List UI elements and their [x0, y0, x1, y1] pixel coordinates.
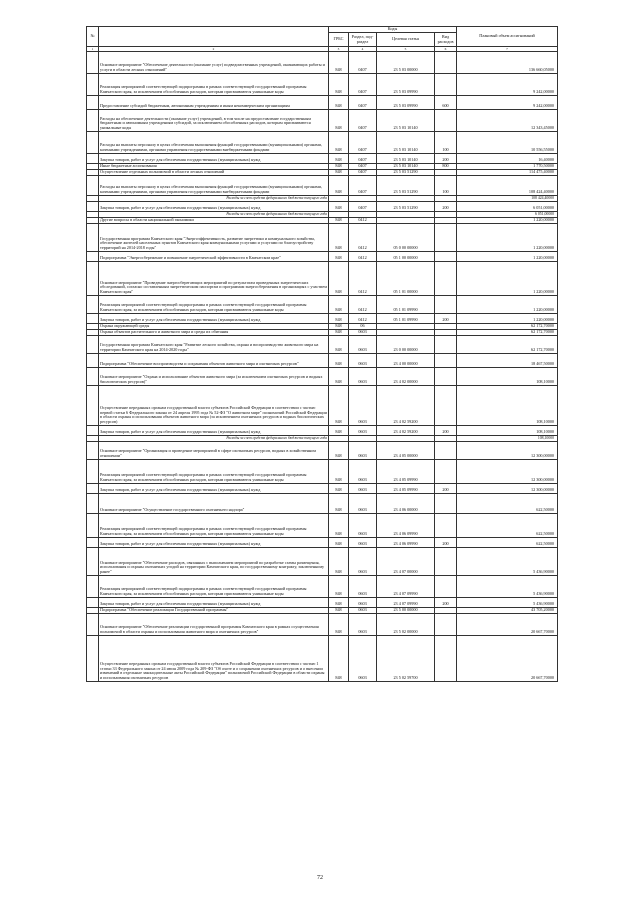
table-row: [87, 386, 558, 426]
row-vr-cell: [435, 576, 457, 598]
row-name-cell: Реализация мероприятий соответствующей подпрограммы в рамках соответствующей государственной программы Камчатского края, за исключением обособленных расходов, которым присваиваются уникальные коды: [99, 514, 329, 538]
row-number-cell: [87, 154, 99, 164]
row-name-cell: Основное мероприятие "Охрана и использование объектов животного мира (за исключением охотничьих ресурсов и водных биологических ресурсов)": [99, 368, 329, 386]
row-sum-cell: 1 220,00000: [457, 218, 558, 224]
row-number-cell: [87, 314, 99, 324]
row-rzpr-cell: 0407: [349, 132, 377, 154]
row-sum-cell: 62 172,70000: [457, 324, 558, 330]
table-row: [87, 368, 558, 386]
row-name-cell: Расходы на выплаты персоналу в целях обеспечения выполнения функций государственными (муниципальными) органами, казенными учреждениями, органами управления государственными внебюджетными фондами: [99, 176, 329, 196]
table-row: [87, 132, 558, 154]
row-number-cell: [87, 110, 99, 132]
row-sum-cell: 108,10000: [457, 386, 558, 426]
row-rzpr-cell: 0603: [349, 598, 377, 608]
row-csr-cell: 23 4 00 00000: [377, 354, 435, 368]
row-rzpr-cell: 06: [349, 324, 377, 330]
row-number-cell: [87, 52, 99, 74]
header-index-cell: 4: [349, 47, 377, 52]
row-name-cell: Реализация мероприятий соответствующей подпрограммы в рамках соответствующей государственной программы Камчатского края, за исключением обособленных расходов, которым присваиваются уникальные коды: [99, 460, 329, 484]
header-index-cell: 2: [99, 47, 329, 52]
table-header: [87, 27, 558, 52]
row-csr-cell: 23 0 00 00000: [377, 336, 435, 354]
row-name-cell: Охрана объектов растительного и животного мира и среды их обитания: [99, 330, 329, 336]
row-csr-cell: 05 1 01 09990: [377, 314, 435, 324]
row-csr-cell: 23 4 05 09990: [377, 460, 435, 484]
row-vr-cell: [435, 368, 457, 386]
row-name-cell: Государственная программа Камчатского края "Развитие лесного хозяйства, охрана и воспроизводство животного мира на территории Камчатского края на 2014-2020 годы": [99, 336, 329, 354]
row-vr-cell: [435, 296, 457, 314]
budget-table-page: [86, 26, 557, 682]
row-vr-cell: 200: [435, 202, 457, 212]
budget-table: [86, 26, 558, 682]
row-sum-cell: 5 436,90000: [457, 576, 558, 598]
row-grbs-cell: 848: [329, 614, 349, 636]
row-grbs-cell: 848: [329, 608, 349, 614]
table-row: [87, 426, 558, 436]
row-number-cell: [87, 96, 99, 110]
row-grbs-cell: 848: [329, 494, 349, 514]
row-name-cell: Подпрограмма "Обеспечение реализации Государственной программы": [99, 608, 329, 614]
table-row: [87, 538, 558, 548]
row-grbs-cell: 848: [329, 442, 349, 460]
row-rzpr-cell: 0603: [349, 442, 377, 460]
row-rzpr-cell: 0407: [349, 170, 377, 176]
row-name-cell: Охрана окружающей среды: [99, 324, 329, 330]
row-name-cell: Расходы за счет средств федерального бюджета текущего года: [99, 212, 329, 218]
row-name-cell: Реализация мероприятий соответствующей подпрограммы в рамках соответствующей государственной программы Камчатского края, за исключением обособленных расходов, которым присваиваются уникальные коды: [99, 576, 329, 598]
row-name-cell: Расходы за счет средств федерального бюджета текущего года: [99, 436, 329, 442]
row-csr-cell: 23 5 03 10140: [377, 132, 435, 154]
row-grbs-cell: 848: [329, 176, 349, 196]
row-sum-cell: 9 242,00000: [457, 74, 558, 96]
table-row: [87, 52, 558, 74]
row-grbs-cell: 848: [329, 514, 349, 538]
row-csr-cell: 23 5 03 10140: [377, 164, 435, 170]
row-vr-cell: 200: [435, 484, 457, 494]
row-sum-cell: 10 556,55000: [457, 132, 558, 154]
row-grbs-cell: 848: [329, 426, 349, 436]
row-number-cell: [87, 576, 99, 598]
row-sum-cell: 114 475,40000: [457, 170, 558, 176]
row-grbs-cell: 848: [329, 460, 349, 484]
row-csr-cell: 23 5 03 10140: [377, 154, 435, 164]
row-grbs-cell: 848: [329, 170, 349, 176]
row-grbs-cell: 848: [329, 314, 349, 324]
row-rzpr-cell: 0603: [349, 548, 377, 576]
row-csr-cell: 23 5 03 09990: [377, 74, 435, 96]
row-grbs-cell: 848: [329, 218, 349, 224]
row-grbs-cell: 848: [329, 252, 349, 262]
table-row: [87, 74, 558, 96]
row-grbs-cell: 848: [329, 74, 349, 96]
row-csr-cell: 05 1 01 09990: [377, 296, 435, 314]
row-number-cell: [87, 202, 99, 212]
row-name-cell: Осуществление отдельных полномочий в области лесных отношений: [99, 170, 329, 176]
row-grbs-cell: 848: [329, 262, 349, 296]
table-row: [87, 494, 558, 514]
row-name-cell: Подпрограмма "Обеспечение воспроизводства и сохранения объектов животного мира и охотничьих ресурсов": [99, 354, 329, 368]
row-number-cell: [87, 354, 99, 368]
row-number-cell: [87, 494, 99, 514]
row-name-cell: Реализация мероприятий соответствующей подпрограммы в рамках соответствующей государственной программы Камчатского края, за исключением обособленных расходов, которым присваиваются уникальные коды: [99, 296, 329, 314]
row-number-cell: [87, 636, 99, 682]
row-sum-cell: 5 436,90000: [457, 548, 558, 576]
row-vr-cell: [435, 252, 457, 262]
page-number: 72: [317, 875, 323, 881]
row-csr-cell: 23 4 06 09990: [377, 514, 435, 538]
table-row: [87, 110, 558, 132]
table-row: [87, 614, 558, 636]
row-vr-cell: [435, 262, 457, 296]
row-name-cell: Реализация мероприятий соответствующей подпрограммы в рамках соответствующей государственной программы Камчатского края, за исключением обособленных расходов, которым присваиваются уникальные коды: [99, 74, 329, 96]
row-name-cell: Осуществление переданных органам государственной власти субъектов Российской Федерации в соответствии с частью 1 статьи 33 Федерального закона от 24 июля 2009 года № 209-ФЗ "Об охоте и о сохранении охотничьих ресурсов и о внесении изменений в отдельные законодательные акты Российской Федерации" полномочий Российской Федерации в области охраны и использования охотничьих ресурсов: [99, 636, 329, 682]
header-index-cell: 6: [435, 47, 457, 52]
table-row: [87, 296, 558, 314]
row-vr-cell: 800: [435, 164, 457, 170]
row-vr-cell: 600: [435, 96, 457, 110]
row-rzpr-cell: 0407: [349, 202, 377, 212]
row-sum-cell: 108 424,40000: [457, 196, 558, 202]
header-index-cell: 7: [457, 47, 558, 52]
table-row: [87, 442, 558, 460]
row-csr-cell: 23 4 07 09990: [377, 576, 435, 598]
row-vr-cell: [435, 514, 457, 538]
row-csr-cell: 23 5 03 00000: [377, 52, 435, 74]
row-sum-cell: 1 220,00000: [457, 314, 558, 324]
row-name-cell: Осуществление переданных органам государственной власти субъектов Российской Федерации в соответствии с частью первой статьи 6 Федерального закона от 24 апреля 1995 года № 52-ФЗ "О животном мире" полномочий Российской Федерации в области охраны и использования объектов животного мира (за исключением охотничьих ресурсов и водных биологических ресурсов): [99, 386, 329, 426]
row-rzpr-cell: 0407: [349, 176, 377, 196]
row-vr-cell: [435, 386, 457, 426]
row-name-cell: Расходы за счет средств федерального бюджета текущего года: [99, 196, 329, 202]
table-row: [87, 576, 558, 598]
row-vr-cell: [435, 110, 457, 132]
row-name-cell: Предоставление субсидий бюджетным, автономным учреждениям и иным некоммерческим организациям: [99, 96, 329, 110]
row-grbs-cell: 848: [329, 296, 349, 314]
row-name-cell: Основное мероприятие "Осуществление государственного охотничьего надзора": [99, 494, 329, 514]
row-name-cell: Закупка товаров, работ и услуг для обеспечения государственных (муниципальных) нужд: [99, 202, 329, 212]
row-csr-cell: 23 5 03 51290: [377, 170, 435, 176]
row-vr-cell: [435, 442, 457, 460]
row-sum-cell: 12 343,45000: [457, 110, 558, 132]
row-grbs-cell: 848: [329, 598, 349, 608]
row-sum-cell: 43 705,20000: [457, 608, 558, 614]
row-vr-cell: [435, 52, 457, 74]
row-number-cell: [87, 598, 99, 608]
table-row: [87, 636, 558, 682]
row-number-cell: [87, 262, 99, 296]
row-csr-cell: 23 5 03 10140: [377, 110, 435, 132]
row-number-cell: [87, 614, 99, 636]
row-name-cell: Закупка товаров, работ и услуг для обеспечения государственных (муниципальных) нужд: [99, 426, 329, 436]
header-codes: Коды: [329, 27, 457, 33]
row-number-cell: [87, 460, 99, 484]
row-number-cell: [87, 368, 99, 386]
row-sum-cell: 1 770,50000: [457, 164, 558, 170]
row-rzpr-cell: 0407: [349, 110, 377, 132]
row-csr-cell: 23 5 03 09990: [377, 96, 435, 110]
row-name-cell: Государственная программа Камчатского края "Энергоэффективность, развитие энергетики и коммунального хозяйства, обеспечение жителей населенных пунктов Камчатского края коммунальными услугами и услугами по благоустройству территорий на 2014-2018 годы": [99, 224, 329, 252]
table-row: [87, 460, 558, 484]
row-vr-cell: 200: [435, 538, 457, 548]
table-row: [87, 314, 558, 324]
row-sum-cell: 1 220,00000: [457, 224, 558, 252]
row-sum-cell: 6 051,00000: [457, 212, 558, 218]
row-grbs-cell: 848: [329, 324, 349, 330]
row-sum-cell: 6 051,00000: [457, 202, 558, 212]
row-number-cell: [87, 514, 99, 538]
header-total: Плановый объем ассигнований: [457, 27, 558, 47]
table-row: [87, 548, 558, 576]
row-vr-cell: 100: [435, 132, 457, 154]
row-sum-cell: 1 220,00000: [457, 296, 558, 314]
header-grbs: ГРБС: [329, 33, 349, 47]
row-vr-cell: 200: [435, 598, 457, 608]
row-rzpr-cell: 0412: [349, 224, 377, 252]
row-csr-cell: 23 5 03 51290: [377, 176, 435, 196]
row-number-cell: [87, 484, 99, 494]
row-rzpr-cell: 0603: [349, 368, 377, 386]
row-rzpr-cell: 0603: [349, 608, 377, 614]
row-vr-cell: 200: [435, 154, 457, 164]
row-number-cell: [87, 252, 99, 262]
row-vr-cell: 200: [435, 426, 457, 436]
row-rzpr-cell: 0407: [349, 96, 377, 110]
row-vr-cell: [435, 614, 457, 636]
row-sum-cell: 20 667,70000: [457, 636, 558, 682]
row-rzpr-cell: 0603: [349, 538, 377, 548]
row-rzpr-cell: 0603: [349, 576, 377, 598]
table-row: [87, 262, 558, 296]
row-number-cell: [87, 176, 99, 196]
row-vr-cell: 100: [435, 176, 457, 196]
row-rzpr-cell: 0603: [349, 386, 377, 426]
row-vr-cell: [435, 548, 457, 576]
row-sum-cell: 108,10000: [457, 426, 558, 436]
row-sum-cell: 12 300,00000: [457, 442, 558, 460]
row-grbs-cell: 848: [329, 330, 349, 336]
row-grbs-cell: 848: [329, 224, 349, 252]
row-number-cell: [87, 548, 99, 576]
row-name-cell: Закупка товаров, работ и услуг для обеспечения государственных (муниципальных) нужд: [99, 154, 329, 164]
row-number-cell: [87, 224, 99, 252]
row-name-cell: Подпрограмма "Энергосбережение и повышение энергетической эффективности в Камчатском крае": [99, 252, 329, 262]
row-csr-cell: 23 4 07 09990: [377, 598, 435, 608]
row-name-cell: Расходы на обеспечение деятельности (оказание услуг) учреждений, в том числе на предоставление государственным бюджетным и автономным учреждениям субсидий, за исключением обособленных расходов, которым присваиваются уникальные коды: [99, 110, 329, 132]
row-rzpr-cell: 0412: [349, 296, 377, 314]
row-grbs-cell: 848: [329, 484, 349, 494]
table-row: [87, 484, 558, 494]
row-vr-cell: [435, 460, 457, 484]
row-vr-cell: [435, 224, 457, 252]
row-grbs-cell: 848: [329, 96, 349, 110]
row-csr-cell: 23 4 02 59200: [377, 426, 435, 436]
row-rzpr-cell: 0412: [349, 314, 377, 324]
row-rzpr-cell: 0603: [349, 336, 377, 354]
row-grbs-cell: 848: [329, 354, 349, 368]
header-index-cell: 1: [87, 47, 99, 52]
row-name-cell: Основное мероприятие "Обеспечение реализации государственной программы Камчатского края в рамках осуществления полномочий в области охраны и использования животного мира и охотничьих ресурсов": [99, 614, 329, 636]
table-row: [87, 224, 558, 252]
row-sum-cell: 5 436,90000: [457, 598, 558, 608]
row-rzpr-cell: 0412: [349, 252, 377, 262]
row-csr-cell: 23 4 05 09990: [377, 484, 435, 494]
row-sum-cell: 62 172,70000: [457, 330, 558, 336]
row-grbs-cell: 848: [329, 154, 349, 164]
header-index-cell: 5: [377, 47, 435, 52]
row-name-cell: Основное мероприятие "Обеспечение расходов, связанных с выполнением мероприятий по разработке схемы размещения, использования и охраны охотничьих угодий на территории Камчатского края, по государственному контракту, заключенному ранее": [99, 548, 329, 576]
row-rzpr-cell: 0603: [349, 484, 377, 494]
row-rzpr-cell: 0603: [349, 494, 377, 514]
row-sum-cell: 108 424,40000: [457, 176, 558, 196]
row-sum-cell: 136 660,05000: [457, 52, 558, 74]
row-sum-cell: 12 300,00000: [457, 484, 558, 494]
header-no: №: [87, 27, 99, 47]
row-sum-cell: 18 467,50000: [457, 354, 558, 368]
row-number-cell: [87, 296, 99, 314]
row-csr-cell: 23 4 06 00000: [377, 494, 435, 514]
row-grbs-cell: 848: [329, 52, 349, 74]
row-name-cell: Основное мероприятие "Организация и проведение мероприятий в сфере охотничьих ресурсов, водных в хозяйственном отношении": [99, 442, 329, 460]
row-csr-cell: 23 5 00 00000: [377, 608, 435, 614]
row-name-cell: Основное мероприятие "Обеспечение деятельности (оказание услуг) подведомственных учреждений, оказывающих работы и услуги в области лесных отношений": [99, 52, 329, 74]
row-number-cell: [87, 336, 99, 354]
row-name-cell: Другие вопросы в области национальной экономики: [99, 218, 329, 224]
row-grbs-cell: 848: [329, 636, 349, 682]
row-grbs-cell: 848: [329, 386, 349, 426]
row-csr-cell: 23 4 05 00000: [377, 442, 435, 460]
row-sum-cell: 108,10000: [457, 436, 558, 442]
row-name-cell: Основное мероприятие "Проведение энергосберегающих мероприятий по результатам проведенных энергетических обследований, согласно составленным энергетическим паспортам и программам энергосбережения в организациях с участием Камчатского края": [99, 262, 329, 296]
header-rzpr: Раздел, под-раздел: [349, 33, 377, 47]
row-csr-cell: 23 4 02 00000: [377, 368, 435, 386]
row-rzpr-cell: 0603: [349, 636, 377, 682]
row-rzpr-cell: 0603: [349, 426, 377, 436]
row-grbs-cell: 848: [329, 110, 349, 132]
row-name-cell: Расходы на выплаты персоналу в целях обеспечения выполнения функций государственными (муниципальными) органами, казенными учреждениями, органами управления государственными внебюджетными фондами: [99, 132, 329, 154]
row-csr-cell: 05 1 01 00000: [377, 262, 435, 296]
row-rzpr-cell: 0407: [349, 154, 377, 164]
table-row: [87, 336, 558, 354]
table-row: [87, 252, 558, 262]
row-sum-cell: 20 667,70000: [457, 614, 558, 636]
row-name-cell: Закупка товаров, работ и услуг для обеспечения государственных (муниципальных) нужд: [99, 598, 329, 608]
row-name-cell: Закупка товаров, работ и услуг для обеспечения государственных (муниципальных) нужд: [99, 484, 329, 494]
row-rzpr-cell: 0603: [349, 614, 377, 636]
row-grbs-cell: 848: [329, 576, 349, 598]
row-grbs-cell: 848: [329, 368, 349, 386]
row-number-cell: [87, 426, 99, 436]
row-csr-cell: 23 5 02 00000: [377, 614, 435, 636]
row-csr-cell: 05 1 00 00000: [377, 252, 435, 262]
row-grbs-cell: 848: [329, 336, 349, 354]
row-grbs-cell: 848: [329, 538, 349, 548]
row-csr-cell: 23 4 06 09990: [377, 538, 435, 548]
row-rzpr-cell: 0603: [349, 354, 377, 368]
table-row: [87, 354, 558, 368]
row-rzpr-cell: 0412: [349, 262, 377, 296]
row-grbs-cell: 848: [329, 164, 349, 170]
row-vr-cell: 200: [435, 314, 457, 324]
row-sum-cell: 622,50000: [457, 494, 558, 514]
row-name-cell: Иные бюджетные ассигнования: [99, 164, 329, 170]
header-index-cell: 3: [329, 47, 349, 52]
row-sum-cell: 108,10000: [457, 368, 558, 386]
row-rzpr-cell: 0407: [349, 164, 377, 170]
row-sum-cell: 62 172,70000: [457, 336, 558, 354]
row-grbs-cell: 848: [329, 132, 349, 154]
row-rzpr-cell: 0603: [349, 330, 377, 336]
row-sum-cell: 16,40000: [457, 154, 558, 164]
row-rzpr-cell: 0412: [349, 218, 377, 224]
row-vr-cell: [435, 354, 457, 368]
row-number-cell: [87, 132, 99, 154]
row-csr-cell: 23 5 03 51290: [377, 202, 435, 212]
header-name: [99, 27, 329, 47]
row-sum-cell: 622,50000: [457, 514, 558, 538]
row-name-cell: Закупка товаров, работ и услуг для обеспечения государственных (муниципальных) нужд: [99, 314, 329, 324]
row-vr-cell: [435, 74, 457, 96]
row-rzpr-cell: 0407: [349, 74, 377, 96]
row-csr-cell: 23 4 07 00000: [377, 548, 435, 576]
row-grbs-cell: 848: [329, 202, 349, 212]
row-sum-cell: 9 242,00000: [457, 96, 558, 110]
table-row: [87, 202, 558, 212]
row-sum-cell: 1 220,00000: [457, 252, 558, 262]
row-name-cell: Закупка товаров, работ и услуг для обеспечения государственных (муниципальных) нужд: [99, 538, 329, 548]
row-csr-cell: 23 5 02 59700: [377, 636, 435, 682]
table-row: [87, 154, 558, 164]
header-csr: Целевая статья: [377, 33, 435, 47]
header-vr: Вид расходов: [435, 33, 457, 47]
row-number-cell: [87, 386, 99, 426]
row-vr-cell: [435, 336, 457, 354]
row-csr-cell: 05 0 00 00000: [377, 224, 435, 252]
table-row: [87, 514, 558, 538]
row-rzpr-cell: 0407: [349, 52, 377, 74]
table-row: [87, 176, 558, 196]
table-body: [87, 52, 558, 682]
table-row: [87, 96, 558, 110]
table-row: [87, 598, 558, 608]
row-number-cell: [87, 74, 99, 96]
row-sum-cell: 1 220,00000: [457, 262, 558, 296]
row-rzpr-cell: 0603: [349, 514, 377, 538]
row-sum-cell: 622,50000: [457, 538, 558, 548]
row-vr-cell: [435, 494, 457, 514]
row-grbs-cell: 848: [329, 548, 349, 576]
row-sum-cell: 12 300,00000: [457, 460, 558, 484]
row-number-cell: [87, 442, 99, 460]
row-vr-cell: [435, 636, 457, 682]
row-rzpr-cell: 0603: [349, 460, 377, 484]
row-number-cell: [87, 538, 99, 548]
row-csr-cell: 23 4 02 59200: [377, 386, 435, 426]
